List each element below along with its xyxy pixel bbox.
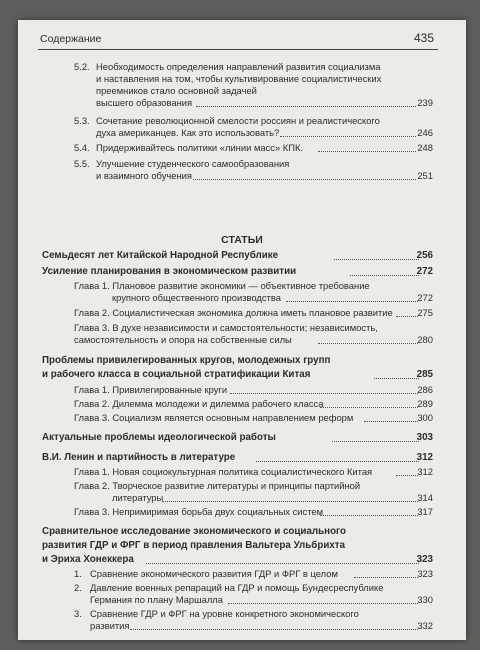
dot-leader (230, 393, 418, 394)
entry-title-line: Сочетание революционной смелости россиян и реалистического (96, 115, 380, 126)
book-page (18, 20, 466, 640)
chapter-title: Глава 2. Творческое развитие литературы и принципы партийной (74, 480, 361, 491)
chapter-title: Глава 1. Плановое развитие экономики — объективное требование (74, 280, 370, 291)
entry-title-line: Необходимость определения направлений развития социализма (96, 61, 381, 72)
entry-page: 246 (417, 127, 433, 138)
entry-title-line: высшего образования (96, 97, 193, 108)
chapter-title-cont: самостоятельность и опора на собственные силы (74, 334, 292, 345)
chapter-page: 312 (417, 466, 433, 477)
chapter-title: Глава 3. Социализм является основным направлением реформ (74, 412, 354, 423)
chapter-title: Глава 2. Социалистическая экономика должна иметь плановое развитие (74, 307, 393, 318)
article-title: развития ГДР и ФРГ в период правления Вальтера Ульбрихта (42, 540, 346, 551)
article-page: 256 (416, 250, 433, 261)
article-page: 285 (416, 369, 433, 380)
entry-number: 5.5. (74, 158, 90, 169)
chapter-page: 275 (417, 307, 433, 318)
page-number: 435 (413, 31, 434, 45)
chapter-page: 286 (417, 384, 433, 395)
article-title: В.И. Ленин и партийность в литературе (42, 452, 236, 463)
article-title: Усиление планирования в экономическом развитии (42, 266, 297, 277)
article-title: Проблемы привилегированных кругов, молодежных групп (42, 355, 331, 366)
dot-leader (162, 501, 418, 502)
article-title: Семьдесят лет Китайской Народной Республике (42, 250, 279, 261)
entry-number: 5.2. (74, 61, 90, 72)
dot-leader (256, 461, 419, 462)
dot-leader (280, 136, 416, 137)
chapter-page: 289 (417, 398, 433, 409)
article-title: и рабочего класса в социальной стратификации Китая (42, 369, 311, 380)
section-title: СТАТЬИ (221, 234, 263, 246)
article-page: 312 (416, 452, 433, 463)
chapter-title: Давление военных репараций на ГДР и помощь Бундесреспублике (90, 582, 384, 593)
entry-page: 239 (417, 97, 433, 108)
running-header-title: Содержание (40, 33, 102, 45)
article-title: Актуальные проблемы идеологической работы (42, 432, 276, 443)
article-page: 272 (416, 266, 433, 277)
entry-number: 5.4. (74, 142, 90, 153)
article-title: и Эриха Хонеккера (42, 554, 134, 565)
entry-number: 2. (74, 582, 82, 593)
entry-title-line: Улучшение студенческого самообразования (96, 158, 290, 169)
article-page: 323 (416, 554, 433, 565)
dot-leader (146, 563, 419, 564)
entry-title-line: и наставления на том, чтобы культивирование социалистических (96, 73, 382, 84)
entry-page: 248 (417, 142, 433, 153)
entry-number: 5.3. (74, 115, 90, 126)
header-rule (38, 49, 438, 50)
entry-number: 1. (74, 568, 82, 579)
entry-page: 251 (417, 170, 433, 181)
chapter-title: Сравнение ГДР и ФРГ на уровне конкретного экономического (90, 608, 359, 619)
dot-leader (318, 151, 416, 152)
entry-title-line: Придерживайтесь политики «линии масс» КПК. (96, 142, 304, 153)
chapter-title: Глава 3. В духе независимости и самостоятельности; независимость, (74, 322, 378, 333)
article-page: 303 (416, 432, 433, 443)
chapter-title: Глава 3. Непримиримая борьба двух социальных систем (74, 506, 324, 517)
chapter-title: Глава 1. Новая социокультурная политика социалистического Китая (74, 466, 373, 477)
dot-leader (193, 179, 416, 180)
chapter-title: Глава 1. Привилегированные круги (74, 384, 228, 395)
entry-title-line: духа американцев. Как это использовать? (96, 127, 280, 138)
chapter-title-cont: крупного общественного производства (112, 292, 281, 303)
article-title: Сравнительное исследование экономического и социального (42, 526, 346, 537)
chapter-page: 280 (417, 334, 433, 345)
dot-leader (130, 629, 418, 630)
chapter-page: 317 (417, 506, 433, 517)
chapter-page: 330 (417, 594, 433, 605)
chapter-title: Сравнение экономического развития ГДР и ФРГ в целом (90, 568, 338, 579)
chapter-page: 314 (417, 492, 433, 503)
dot-leader (196, 106, 416, 107)
entry-title-line: преемников стало основной задачей (96, 85, 257, 96)
dot-leader (286, 301, 418, 302)
dot-leader (228, 603, 418, 604)
chapter-page: 323 (417, 568, 433, 579)
chapter-page: 272 (417, 292, 433, 303)
chapter-title-cont: развития (90, 620, 130, 631)
entry-title-line: и взаимного обучения (96, 170, 192, 181)
chapter-title-cont: литературы (112, 492, 164, 503)
entry-number: 3. (74, 608, 82, 619)
chapter-title: Глава 2. Дилемма молодежи и дилемма рабочего класса (74, 398, 324, 409)
chapter-title-cont: Германия по плану Маршалла (90, 594, 223, 605)
chapter-page: 300 (417, 412, 433, 423)
chapter-page: 332 (417, 620, 433, 631)
